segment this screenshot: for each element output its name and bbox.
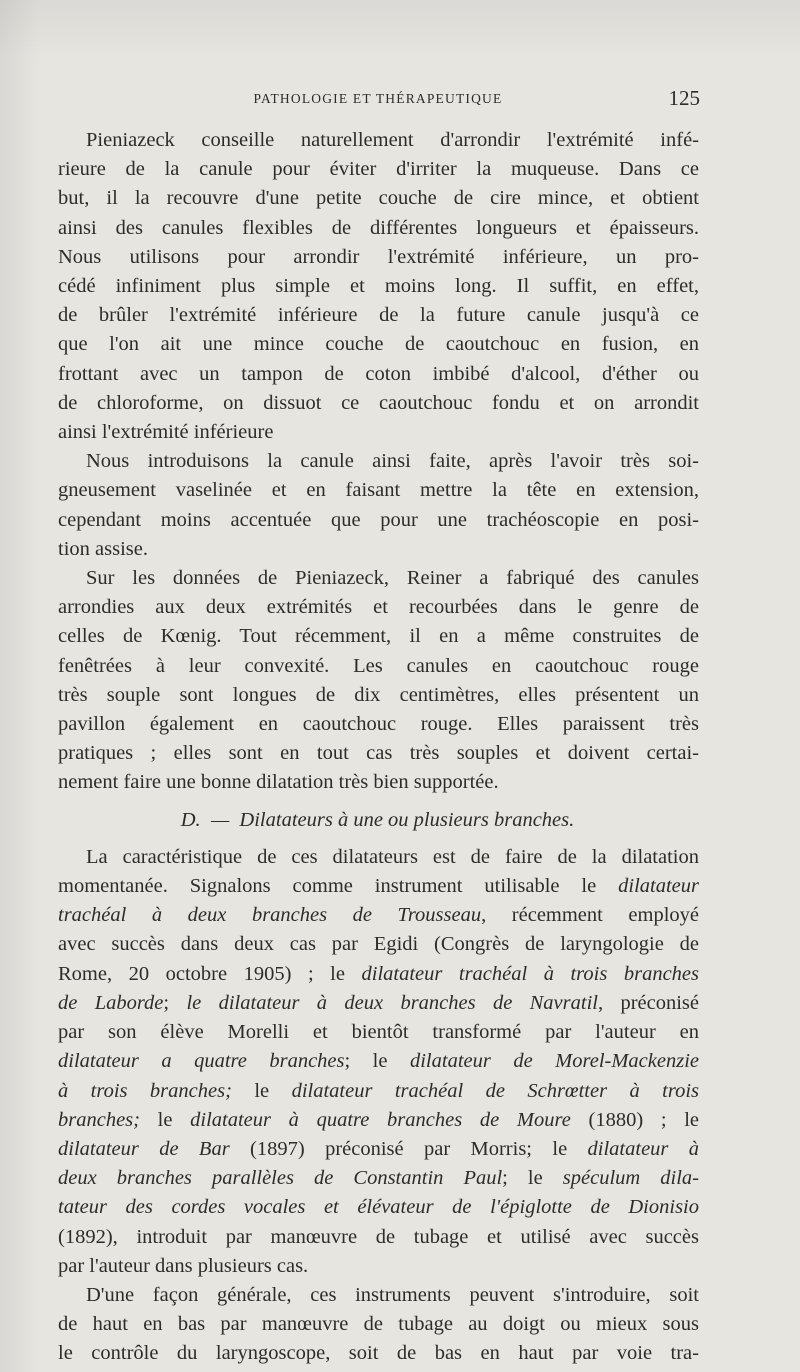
text-line: de Laborde; le dilatateur à deux branches de Navratil, préconisé — [58, 991, 699, 1014]
text-line: dilatateur de Bar (1897) préconisé par Morris; le dilatateur à — [58, 1137, 700, 1160]
text-line: celles de Kœnig. Tout récemment, il en a même construites de — [58, 625, 699, 648]
text-line: le contrôle du laryngoscope, soit de bas en haut par voie tra- — [58, 1342, 699, 1365]
section-title: Dilatateurs à une ou plusieurs branches. — [239, 808, 575, 831]
paragraph-pieniazeck — [56, 126, 699, 447]
page-header — [56, 86, 700, 112]
paragraph-dilatateurs — [56, 843, 699, 1281]
text-line: gneusement vaselinée et en faisant mettre la tête en extension, — [58, 479, 699, 502]
text-line: tion assise. — [58, 537, 148, 560]
text-line: pratiques ; elles sont en tout cas très souples et doivent certai- — [58, 742, 699, 765]
text-line: Sur les données de Pieniazeck, Reiner a fabriqué des canules — [86, 567, 699, 590]
text-line: frottant avec un tampon de coton imbibé d'alcool, d'éther ou — [58, 362, 699, 385]
text-line: Nous introduisons la canule ainsi faite, après l'avoir très soi- — [86, 450, 699, 473]
text-line: (1892), introduit par manœuvre de tubage et utilisé avec succès — [58, 1225, 699, 1248]
text-line: D'une façon générale, ces instruments peuvent s'introduire, soit — [86, 1283, 699, 1306]
section-heading — [56, 806, 699, 835]
text-line: momentanée. Signalons comme instrument utilisable le dilatateur — [58, 875, 699, 898]
page-number: 125 — [668, 86, 700, 110]
text-line: La caractéristique de ces dilatateurs est de faire de la dilatation — [86, 845, 699, 868]
text-line: à trois branches; le dilatateur trachéal de Schrœtter à trois — [58, 1079, 699, 1102]
paragraph-introduction-methods — [56, 1281, 699, 1369]
text-line: ainsi des canules flexibles de différentes longueurs et épaisseurs. — [58, 216, 699, 239]
section-letter: D. — [180, 808, 201, 831]
text-line: de chloroforme, on dissuot ce caoutchouc fondu et on arrondit — [58, 391, 699, 414]
text-line: très souple sont longues de dix centimètres, elles présentent un — [58, 683, 699, 706]
text-line: cédé infiniment plus simple et moins long. Il suffit, en effet, — [58, 275, 699, 298]
text-line: ainsi l'extrémité inférieure — [58, 421, 274, 444]
body-text — [56, 126, 699, 1369]
text-line: que l'on ait une mince couche de caoutchouc en fusion, en — [58, 333, 699, 356]
text-line: Rome, 20 octobre 1905) ; le dilatateur trachéal à trois branches — [58, 962, 699, 985]
text-line: pavillon également en caoutchouc rouge. Elles paraissent très — [58, 713, 699, 736]
text-line: trachéal à deux branches de Trousseau, récemment employé — [58, 904, 699, 927]
paragraph-introduction — [56, 447, 699, 564]
text-line: de brûler l'extrémité inférieure de la future canule jusqu'à ce — [58, 304, 699, 327]
text-line: avec succès dans deux cas par Egidi (Congrès de laryngologie de — [58, 933, 699, 956]
section-dash: — — [210, 808, 230, 831]
running-title: PATHOLOGIE ET THÉRAPEUTIQUE — [253, 91, 503, 106]
text-line: par l'auteur dans plusieurs cas. — [58, 1254, 309, 1277]
text-line: tateur des cordes vocales et élévateur de l'épiglotte de Dionisio — [58, 1196, 699, 1219]
text-line: branches; le dilatateur à quatre branches de Moure (1880) ; le — [58, 1108, 699, 1131]
text-line: arrondies aux deux extrémités et recourbées dans le genre de — [58, 596, 699, 619]
text-line: de haut en bas par manœuvre de tubage au doigt ou mieux sous — [58, 1313, 699, 1336]
text-line: Pieniazeck conseille naturellement d'arrondir l'extrémité infé- — [86, 129, 699, 151]
text-line: but, il la recouvre d'une petite couche de cire mince, et obtient — [58, 187, 699, 210]
text-line: fenêtrées à leur convexité. Les canules en caoutchouc rouge — [58, 654, 699, 677]
text-line: par son élève Morelli et bientôt transformé par l'auteur en — [58, 1021, 699, 1044]
text-line: dilatateur a quatre branches; le dilatateur de Morel-Mackenzie — [58, 1050, 699, 1073]
text-line: cependant moins accentuée que pour une trachéoscopie en posi- — [58, 508, 699, 531]
paragraph-reiner — [56, 564, 699, 798]
text-line: Nous utilisons pour arrondir l'extrémité inférieure, un pro- — [58, 245, 699, 268]
text-line: nement faire une bonne dilatation très bien supportée. — [58, 771, 499, 794]
text-line: rieure de la canule pour éviter d'irriter la muqueuse. Dans ce — [58, 158, 699, 181]
text-line: deux branches parallèles de Constantin Paul; le spéculum dila- — [58, 1167, 699, 1190]
